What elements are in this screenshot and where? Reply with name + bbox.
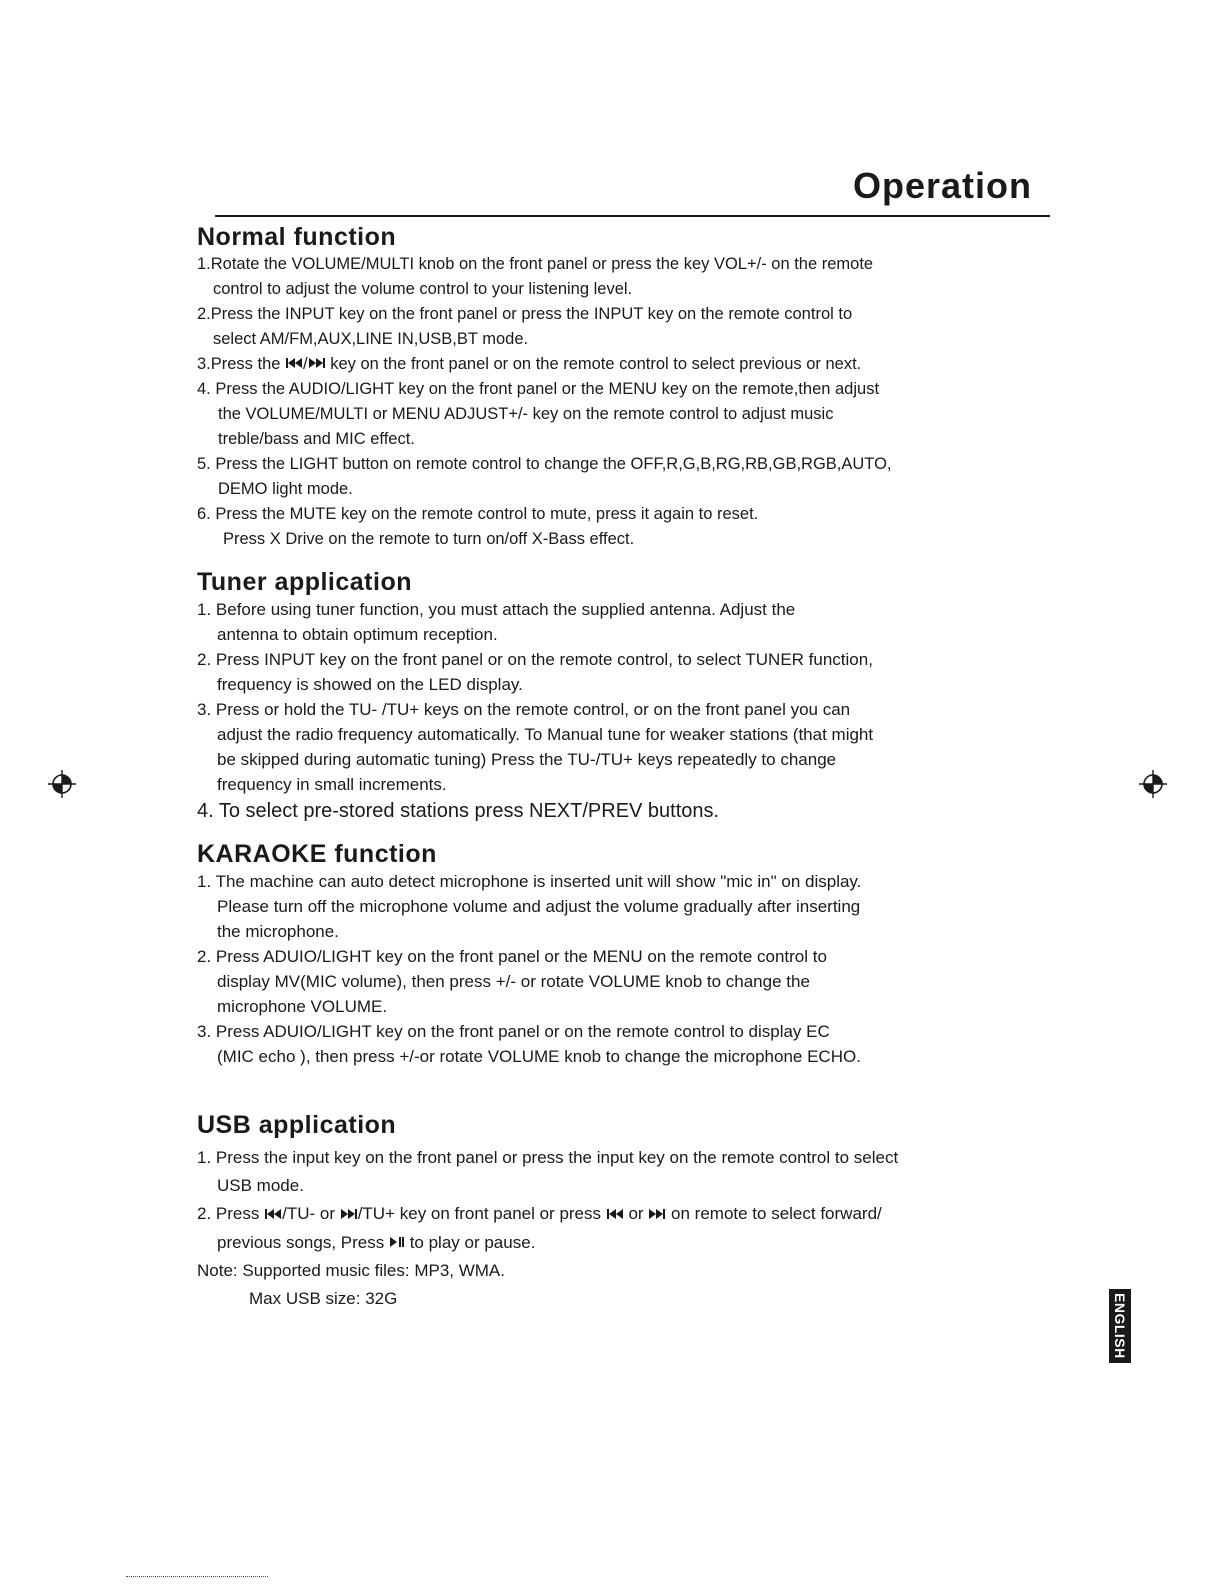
line-text: select AM/FM,AUX,LINE IN,USB,BT mode.	[213, 330, 529, 348]
text-line	[197, 747, 873, 772]
line-text: control to adjust the volume control to your listening level.	[213, 280, 633, 298]
text-line	[197, 672, 873, 697]
language-tab-label: ENGLISH	[1112, 1293, 1128, 1359]
line-text: display MV(MIC volume), then press +/- or rotate VOLUME knob to change the	[217, 972, 810, 991]
line-text: frequency in small increments.	[217, 775, 447, 794]
line-text: previous songs, Press	[217, 1232, 389, 1252]
title-rule	[215, 215, 1050, 217]
registration-mark-icon	[1139, 770, 1167, 798]
line-text: 3. Press ADUIO/LIGHT key on the front panel or on the remote control to display EC	[197, 1022, 830, 1041]
line-text: 2. Press ADUIO/LIGHT key on the front panel or the MENU on the remote control to	[197, 947, 827, 966]
skip-next-icon	[341, 1201, 357, 1229]
line-text: treble/bass and MIC effect.	[218, 430, 415, 449]
footer-dotted-line	[126, 1576, 268, 1577]
text-line	[197, 969, 861, 994]
line-text: 3. Press or hold the TU- /TU+ keys on the remote control, or on the front panel you can	[197, 700, 851, 719]
text-line	[197, 722, 873, 747]
text-line	[197, 402, 892, 427]
text-line	[197, 252, 892, 277]
text-line	[197, 1200, 898, 1229]
line-text: DEMO light mode.	[218, 480, 353, 499]
text-line	[197, 302, 892, 327]
text-line	[197, 352, 892, 377]
line-text: 2. Press	[197, 1204, 265, 1223]
line-text: 1. Press the input key on the front panel or press the input key on the remote control to select	[197, 1148, 899, 1167]
line-text: 1. Before using tuner function, you must attach the supplied antenna. Adjust the	[197, 600, 796, 619]
text-line	[197, 327, 892, 352]
section-heading: Tuner application	[197, 568, 412, 596]
text-line	[197, 502, 892, 527]
text-line	[197, 477, 892, 502]
line-text: the VOLUME/MULTI or MENU ADJUST+/- key on the remote control to adjust music	[218, 405, 834, 424]
text-line	[197, 597, 873, 622]
text-line	[197, 919, 861, 944]
skip-previous-icon	[607, 1201, 623, 1229]
skip-next-icon	[309, 352, 325, 377]
line-text: 4. Press the AUDIO/LIGHT key on the front panel or the MENU key on the remote,then adjust	[197, 380, 880, 399]
line-text: adjust the radio frequency automatically. To Manual tune for weaker stations (that might	[217, 725, 874, 744]
registration-mark-icon	[48, 770, 76, 798]
text-line	[197, 869, 861, 894]
text-line	[197, 894, 861, 919]
text-line	[197, 452, 892, 477]
section-heading: KARAOKE function	[197, 840, 437, 868]
text-line	[197, 797, 873, 825]
line-text: 2. Press INPUT key on the front panel or on the remote control, to select TUNER function,	[197, 650, 873, 669]
line-text: key on the front panel or on the remote control to select previous or next.	[325, 355, 862, 373]
section-heading: USB application	[197, 1111, 397, 1139]
line-text: the microphone.	[217, 922, 339, 941]
line-text: frequency is showed on the LED display.	[217, 675, 523, 694]
section-usb-application	[197, 1110, 898, 1313]
section-tuner-application	[197, 567, 873, 825]
line-text: /	[303, 355, 308, 373]
line-text: 2.Press the INPUT key on the front panel or press the INPUT key on the remote control to	[197, 305, 853, 323]
text-line	[197, 1229, 898, 1258]
line-text: /TU- or	[282, 1204, 340, 1223]
line-text: to play or pause.	[404, 1232, 536, 1252]
page-title: Operation	[852, 165, 1032, 206]
line-text: Please turn off the microphone volume and adjust the volume gradually after inserting	[217, 897, 861, 916]
line-text: 1. The machine can auto detect microphone is inserted unit will show "mic in" on display.	[197, 872, 862, 891]
section-heading: Normal function	[197, 223, 397, 251]
text-line	[197, 772, 873, 797]
line-text: Note: Supported music files: MP3, WMA.	[197, 1261, 505, 1281]
text-line	[197, 622, 873, 647]
line-text: microphone VOLUME.	[217, 997, 388, 1016]
line-text: 4. To select pre-stored stations press NEXT/PREV buttons.	[197, 800, 720, 822]
skip-previous-icon	[286, 352, 302, 377]
text-line	[197, 1172, 898, 1200]
text-line	[197, 697, 873, 722]
section-karaoke-function	[197, 839, 861, 1069]
skip-next-icon	[649, 1201, 665, 1229]
line-text: or	[623, 1204, 649, 1223]
line-text: 5. Press the LIGHT button on remote control to change the OFF,R,G,B,RG,RB,GB,RGB,AUTO,	[197, 455, 892, 474]
line-text: (MIC echo ), then press +/-or rotate VOLUME knob to change the microphone ECHO.	[217, 1047, 861, 1066]
line-text: 6. Press the MUTE key on the remote control to mute, press it again to reset.	[197, 505, 759, 524]
line-text: on remote to select forward/	[666, 1204, 882, 1223]
play-pause-icon	[390, 1229, 404, 1257]
text-line	[197, 944, 861, 969]
line-text: 1.Rotate the VOLUME/MULTI knob on the front panel or press the key VOL+/- on the remote	[197, 255, 874, 273]
text-line	[197, 377, 892, 402]
text-line	[197, 647, 873, 672]
line-text: Press X Drive on the remote to turn on/off X-Bass effect.	[223, 530, 635, 549]
line-text: /TU+ key on front panel or press	[357, 1204, 606, 1223]
text-line	[197, 1144, 898, 1172]
text-line	[197, 277, 892, 302]
line-text: 3.Press the	[197, 355, 286, 373]
language-tab	[1109, 1289, 1131, 1363]
text-line	[197, 1285, 898, 1313]
text-line	[197, 1019, 861, 1044]
text-line	[197, 994, 861, 1019]
line-text: be skipped during automatic tuning) Press the TU-/TU+ keys repeatedly to change	[217, 750, 837, 769]
text-line	[197, 1257, 898, 1285]
line-text: antenna to obtain optimum reception.	[217, 625, 498, 644]
text-line	[197, 427, 892, 452]
line-text: Max USB size: 32G	[249, 1289, 398, 1309]
skip-previous-icon	[265, 1201, 281, 1229]
section-normal-function	[197, 222, 892, 552]
text-line	[197, 1044, 861, 1069]
line-text: USB mode.	[217, 1176, 304, 1195]
text-line	[197, 527, 892, 552]
